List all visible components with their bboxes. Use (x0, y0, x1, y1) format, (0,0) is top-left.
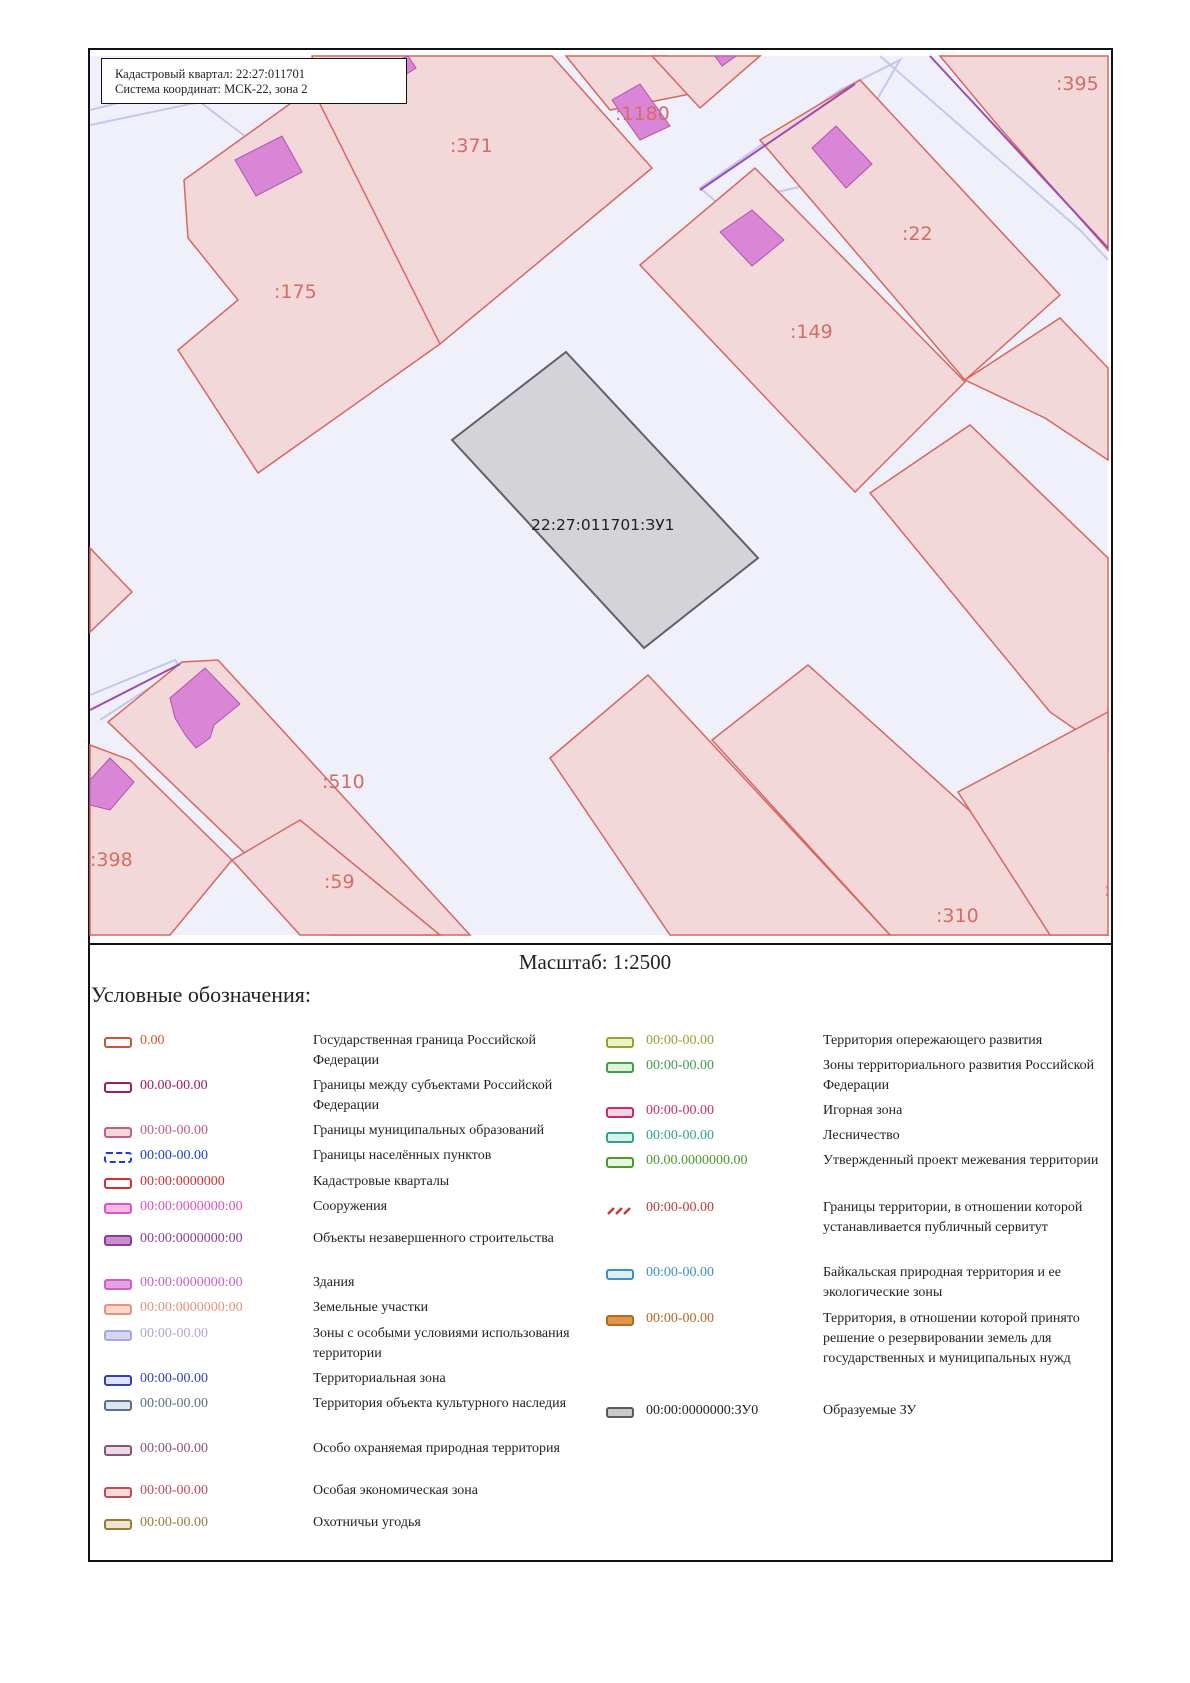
legend-swatch (606, 1037, 634, 1048)
legend-code: 00:00-00.00 (140, 1483, 209, 1498)
parcel-label-149: :149 (790, 321, 833, 343)
legend-description: Границы населённых пунктов (313, 1148, 492, 1163)
legend-description: Территория опережающего развития (823, 1033, 1043, 1048)
legend-description: Объекты незавершенного строительства (313, 1231, 554, 1246)
legend-description: Границы территории, в отношении которой устанавливается публичный сервитут (823, 1200, 1083, 1235)
legend-code: 00:00-00.00 (646, 1265, 715, 1280)
parcel-label-175: :175 (274, 281, 317, 303)
legend-description: Зоны с особыми условиями использования территории (313, 1326, 570, 1361)
legend-swatch (606, 1315, 634, 1326)
legend-code: 00:00-00.00 (140, 1396, 209, 1411)
legend-code: 00:00:0000000:ЗУ0 (646, 1403, 759, 1418)
legend-code: 00:00:0000000:00 (140, 1231, 243, 1246)
legend-code: 00:00-00.00 (140, 1441, 209, 1456)
legend-swatch (104, 1127, 132, 1138)
parcel-label-395: :395 (1056, 73, 1099, 95)
legend-description: Земельные участки (313, 1300, 429, 1315)
legend-swatch (104, 1152, 132, 1163)
legend-description: Кадастровые кварталы (313, 1174, 450, 1189)
legend-code: 00:00-00.00 (140, 1515, 209, 1530)
parcel-label-59: :59 (324, 871, 355, 893)
legend-description: Особая экономическая зона (313, 1483, 478, 1498)
legend-swatch (104, 1304, 132, 1315)
legend-swatch (606, 1157, 634, 1168)
legend-code: 00:00-00.00 (140, 1123, 209, 1138)
legend-code: 00:00:0000000:00 (140, 1199, 243, 1214)
legend-code: 00:00-00.00 (140, 1326, 209, 1341)
legend-description: Образуемые ЗУ (823, 1403, 917, 1418)
legend-code: 0.00 (140, 1033, 165, 1048)
legend-description: Зоны территориального развития Российской Федерации (823, 1058, 1095, 1093)
legend-description: Территория объекта культурного наследия (313, 1396, 567, 1411)
legend-swatch (104, 1178, 132, 1189)
parcel-label-398: :398 (90, 849, 133, 871)
legend-code: 00.00.0000000.00 (646, 1153, 748, 1168)
legend-code: 00:00-00.00 (646, 1128, 715, 1143)
map-divider (88, 943, 1113, 945)
legend-description: Байкальская природная территория и ее экологические зоны (823, 1265, 1061, 1300)
cadastral-quarter-text: Кадастровый квартал: 22:27:011701 (115, 67, 305, 81)
legend-swatch (104, 1400, 132, 1411)
legend-code: 00:00-00.00 (646, 1058, 715, 1073)
legend-description: Сооружения (313, 1199, 388, 1214)
parcel-label-22: :22 (902, 223, 933, 245)
legend-swatch (606, 1407, 634, 1418)
legend-description: Границы между субъектами Российской Федерации (313, 1078, 553, 1113)
legend-swatch (104, 1037, 132, 1048)
legend-description: Игорная зона (823, 1103, 903, 1118)
legend-description: Границы муниципальных образований (313, 1123, 545, 1138)
legend-code: 00:00-00.00 (140, 1371, 209, 1386)
legend-description: Здания (313, 1275, 355, 1290)
scale-label: Масштаб: 1:2500 (518, 950, 672, 974)
legend-code: 00:00:0000000:00 (140, 1275, 243, 1290)
legend-title: Условные обозначения: (91, 982, 312, 1007)
coordinate-system-text: Система координат: МСК-22, зона 2 (115, 82, 308, 96)
legend-code: 00:00:0000000 (140, 1174, 225, 1189)
legend-swatch (606, 1107, 634, 1118)
legend-swatch (104, 1203, 132, 1214)
legend-description: Государственная граница Российской Федерации (313, 1033, 537, 1068)
parcel-left-edge (90, 548, 132, 632)
legend-description: Особо охраняемая природная территория (313, 1441, 560, 1456)
legend-swatch (104, 1082, 132, 1093)
cadastral-map[interactable] (90, 56, 1111, 935)
legend-swatch (606, 1132, 634, 1143)
parcel-label-371: :371 (450, 135, 493, 157)
legend-description: Утвержденный проект межевания территории (823, 1153, 1099, 1168)
legend-swatch (104, 1519, 132, 1530)
parcel-label-310: :310 (936, 905, 979, 927)
parcel-label-510: :510 (322, 771, 365, 793)
legend-code: 00:00-00.00 (646, 1033, 715, 1048)
legend-swatch (606, 1269, 634, 1280)
legend-description: Лесничество (823, 1128, 900, 1143)
zu1-label: 22:27:011701:ЗУ1 (531, 516, 675, 534)
legend-code: 00:00-00.00 (140, 1148, 209, 1163)
legend-swatch (606, 1204, 634, 1215)
parcel-label-edge: : (1104, 879, 1111, 901)
legend-code: 00:00-00.00 (646, 1200, 715, 1215)
info-box (101, 58, 407, 104)
legend-swatch (104, 1487, 132, 1498)
legend-code: 00:00-00.00 (646, 1103, 715, 1118)
legend-code: 00:00:0000000:00 (140, 1300, 243, 1315)
formed-parcel-zu1 (452, 352, 758, 648)
parcel-right2 (870, 425, 1108, 752)
legend-swatch (606, 1062, 634, 1073)
legend-swatch (104, 1375, 132, 1386)
legend-swatch (104, 1445, 132, 1456)
legend-description: Территория, в отношении которой принято решение о резервировании земель для государственных и муниципальных нужд (823, 1311, 1080, 1366)
legend-code: 00:00-00.00 (646, 1311, 715, 1326)
legend-description: Охотничьи угодья (313, 1515, 421, 1530)
legend-swatch (104, 1235, 132, 1246)
legend-code: 00.00-00.00 (140, 1078, 208, 1093)
parcel-label-1180: :1180 (615, 103, 670, 125)
legend-description: Территориальная зона (313, 1371, 446, 1386)
legend-swatch (104, 1279, 132, 1290)
legend-swatch (104, 1330, 132, 1341)
